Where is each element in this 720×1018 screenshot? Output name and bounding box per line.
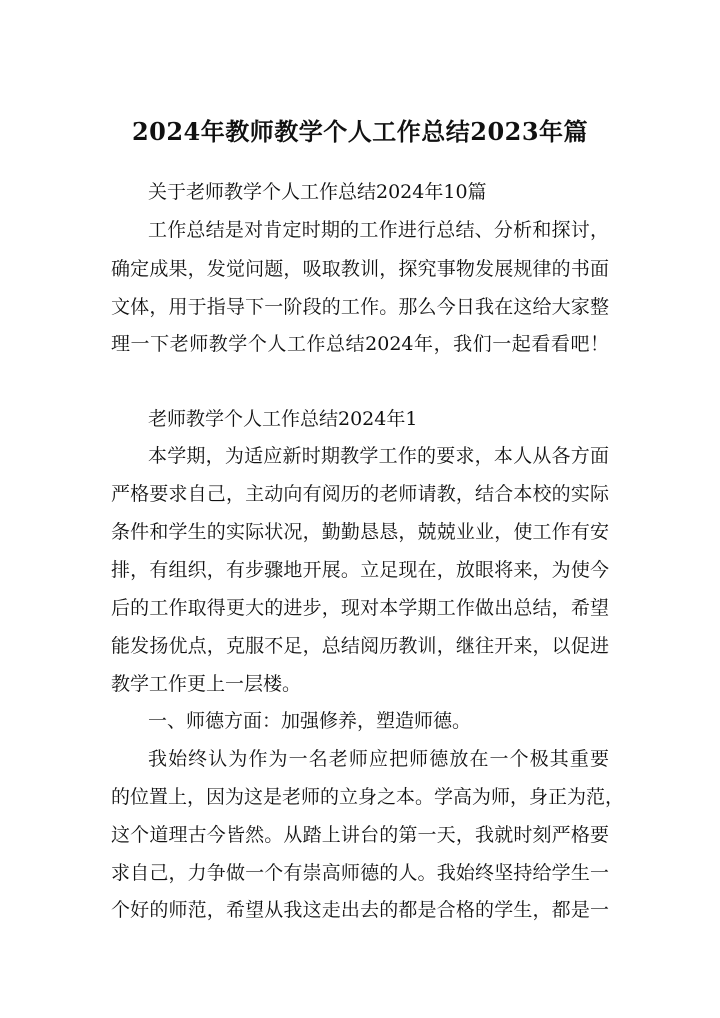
- section-line: 条件和学生的实际状况，勤勤恳恳，兢兢业业，使工作有安: [111, 521, 609, 543]
- section-line: 本学期，为适应新时期教学工作的要求，本人从各方面: [148, 445, 609, 467]
- intro-heading: 关于老师教学个人工作总结2024年10篇: [148, 181, 487, 203]
- body-line: 我始终认为作为一名老师应把师德放在一个极其重要: [148, 748, 609, 770]
- section-line: 能发扬优点，克服不足，总结阅历教训，继往开来，以促进: [111, 635, 609, 657]
- intro-line: 文体，用于指导下一阶段的工作。那么今日我在这给大家整: [111, 296, 609, 318]
- subheading: 一、师德方面：加强修养，塑造师德。: [148, 710, 472, 732]
- section-heading: 老师教学个人工作总结2024年1: [148, 408, 418, 430]
- document-title: 2024年教师教学个人工作总结2023年篇: [131, 117, 589, 146]
- intro-line: 确定成果，发觉问题，吸取教训，探究事物发展规律的书面: [111, 258, 609, 280]
- body-line: 的位置上，因为这是老师的立身之本。学高为师，身正为范，: [111, 786, 625, 808]
- section-line: 排，有组织，有步骤地开展。立足现在，放眼将来，为使今: [111, 559, 609, 581]
- body-line: 求自己，力争做一个有崇高师德的人。我始终坚持给学生一: [111, 862, 609, 884]
- section-line: 后的工作取得更大的进步，现对本学期工作做出总结，希望: [111, 597, 609, 619]
- intro-line: 工作总结是对肯定时期的工作进行总结、分析和探讨，: [148, 219, 609, 241]
- section-line: 教学工作更上一层楼。: [111, 673, 302, 695]
- section-line: 严格要求自己，主动向有阅历的老师请教，结合本校的实际: [111, 483, 609, 505]
- body-line: 个好的师范，希望从我这走出去的都是合格的学生，都是一: [111, 899, 609, 921]
- intro-line: 理一下老师教学个人工作总结2024年，我们一起看看吧！: [111, 333, 609, 355]
- body-line: 这个道理古今皆然。从踏上讲台的第一天，我就时刻严格要: [111, 824, 609, 846]
